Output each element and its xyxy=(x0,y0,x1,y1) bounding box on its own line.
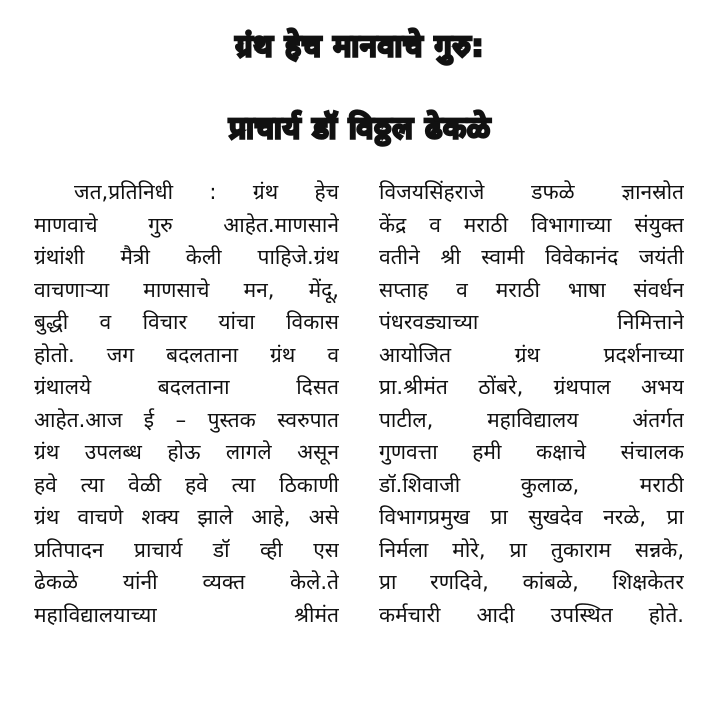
article-text-line: कर्मचारी आदी उपस्थित होते. xyxy=(379,602,684,627)
article-column-right xyxy=(379,176,684,706)
article-text-line: विजयसिंहराजे डफळे ज्ञानस्रोत xyxy=(379,180,684,204)
article-text-line: केंद्र व मराठी विभागाच्या संयुक्त xyxy=(379,212,684,237)
article-text-line: महाविद्यालयाच्या श्रीमंत xyxy=(34,602,339,627)
article-text-line: ढेकळे यांनी व्यक्त केले.ते xyxy=(34,570,339,594)
article-text-line: गुणवत्ता हमी कक्षाचे संचालक xyxy=(379,440,684,464)
article-text-line: ग्रंथालये बदलताना दिसत xyxy=(34,375,339,399)
article-text-line: प्रा रणदिवे, कांबळे, शिक्षकेतर xyxy=(379,570,684,594)
article-column-left xyxy=(34,176,339,706)
article-text-line: होतो. जग बदलताना ग्रंथ व xyxy=(34,342,339,367)
article-text-line: बुद्धी व विचार यांचा विकास xyxy=(34,310,339,334)
article-text-line: ग्रंथ उपलब्ध होऊ लागले असून xyxy=(34,440,339,464)
article-text-line: पंधरवड्याच्या निमित्ताने xyxy=(379,310,684,334)
article-body xyxy=(34,176,684,706)
headline-line-1: ग्रंथ हेच मानवाचे गुरु: xyxy=(235,29,485,64)
article-text-line: विभागप्रमुख प्रा सुखदेव नरळे, प्रा xyxy=(379,505,684,529)
article-text-line: हवे त्या वेळी हवे त्या ठिकाणी xyxy=(34,472,339,497)
article-text-line: निर्मला मोरे, प्रा तुकाराम सन्नके, xyxy=(379,537,684,562)
article-text-line: वतीने श्री स्वामी विवेकानंद जयंती xyxy=(379,245,684,269)
article-text-line: आयोजित ग्रंथ प्रदर्शनाच्या xyxy=(379,342,684,367)
article-text-line: ग्रंथ वाचणे शक्य झाले आहे, असे xyxy=(34,505,339,529)
article-text-line: पाटील, महाविद्यालय अंतर्गत xyxy=(379,407,684,432)
article-text-line: जत,प्रतिनिधी : ग्रंथ हेच xyxy=(74,180,339,204)
article-text-line: सप्ताह व मराठी भाषा संवर्धन xyxy=(379,277,684,302)
article-text-line: माणवाचे गुरु आहेत.माणसाने xyxy=(34,212,339,237)
article-text-line: ग्रंथांशी मैत्री केली पाहिजे.ग्रंथ xyxy=(34,245,339,269)
headline-line-2: प्राचार्य डॉ विठ्ठल ढेकळे xyxy=(229,111,491,146)
article-text-line: डॉ.शिवाजी कुलाळ, मराठी xyxy=(379,472,684,497)
article-text-line: प्रतिपादन प्राचार्य डॉ व्ही एस xyxy=(34,537,339,562)
article-text-line: वाचणाऱ्या माणसाचे मन, मेंदू, xyxy=(34,277,339,302)
article-text-line: प्रा.श्रीमंत ठोंबरे, ग्रंथपाल अभय xyxy=(379,375,684,399)
article-headline xyxy=(0,6,720,170)
article-text-line: आहेत.आज ई – पुस्तक स्वरुपात xyxy=(34,407,339,432)
